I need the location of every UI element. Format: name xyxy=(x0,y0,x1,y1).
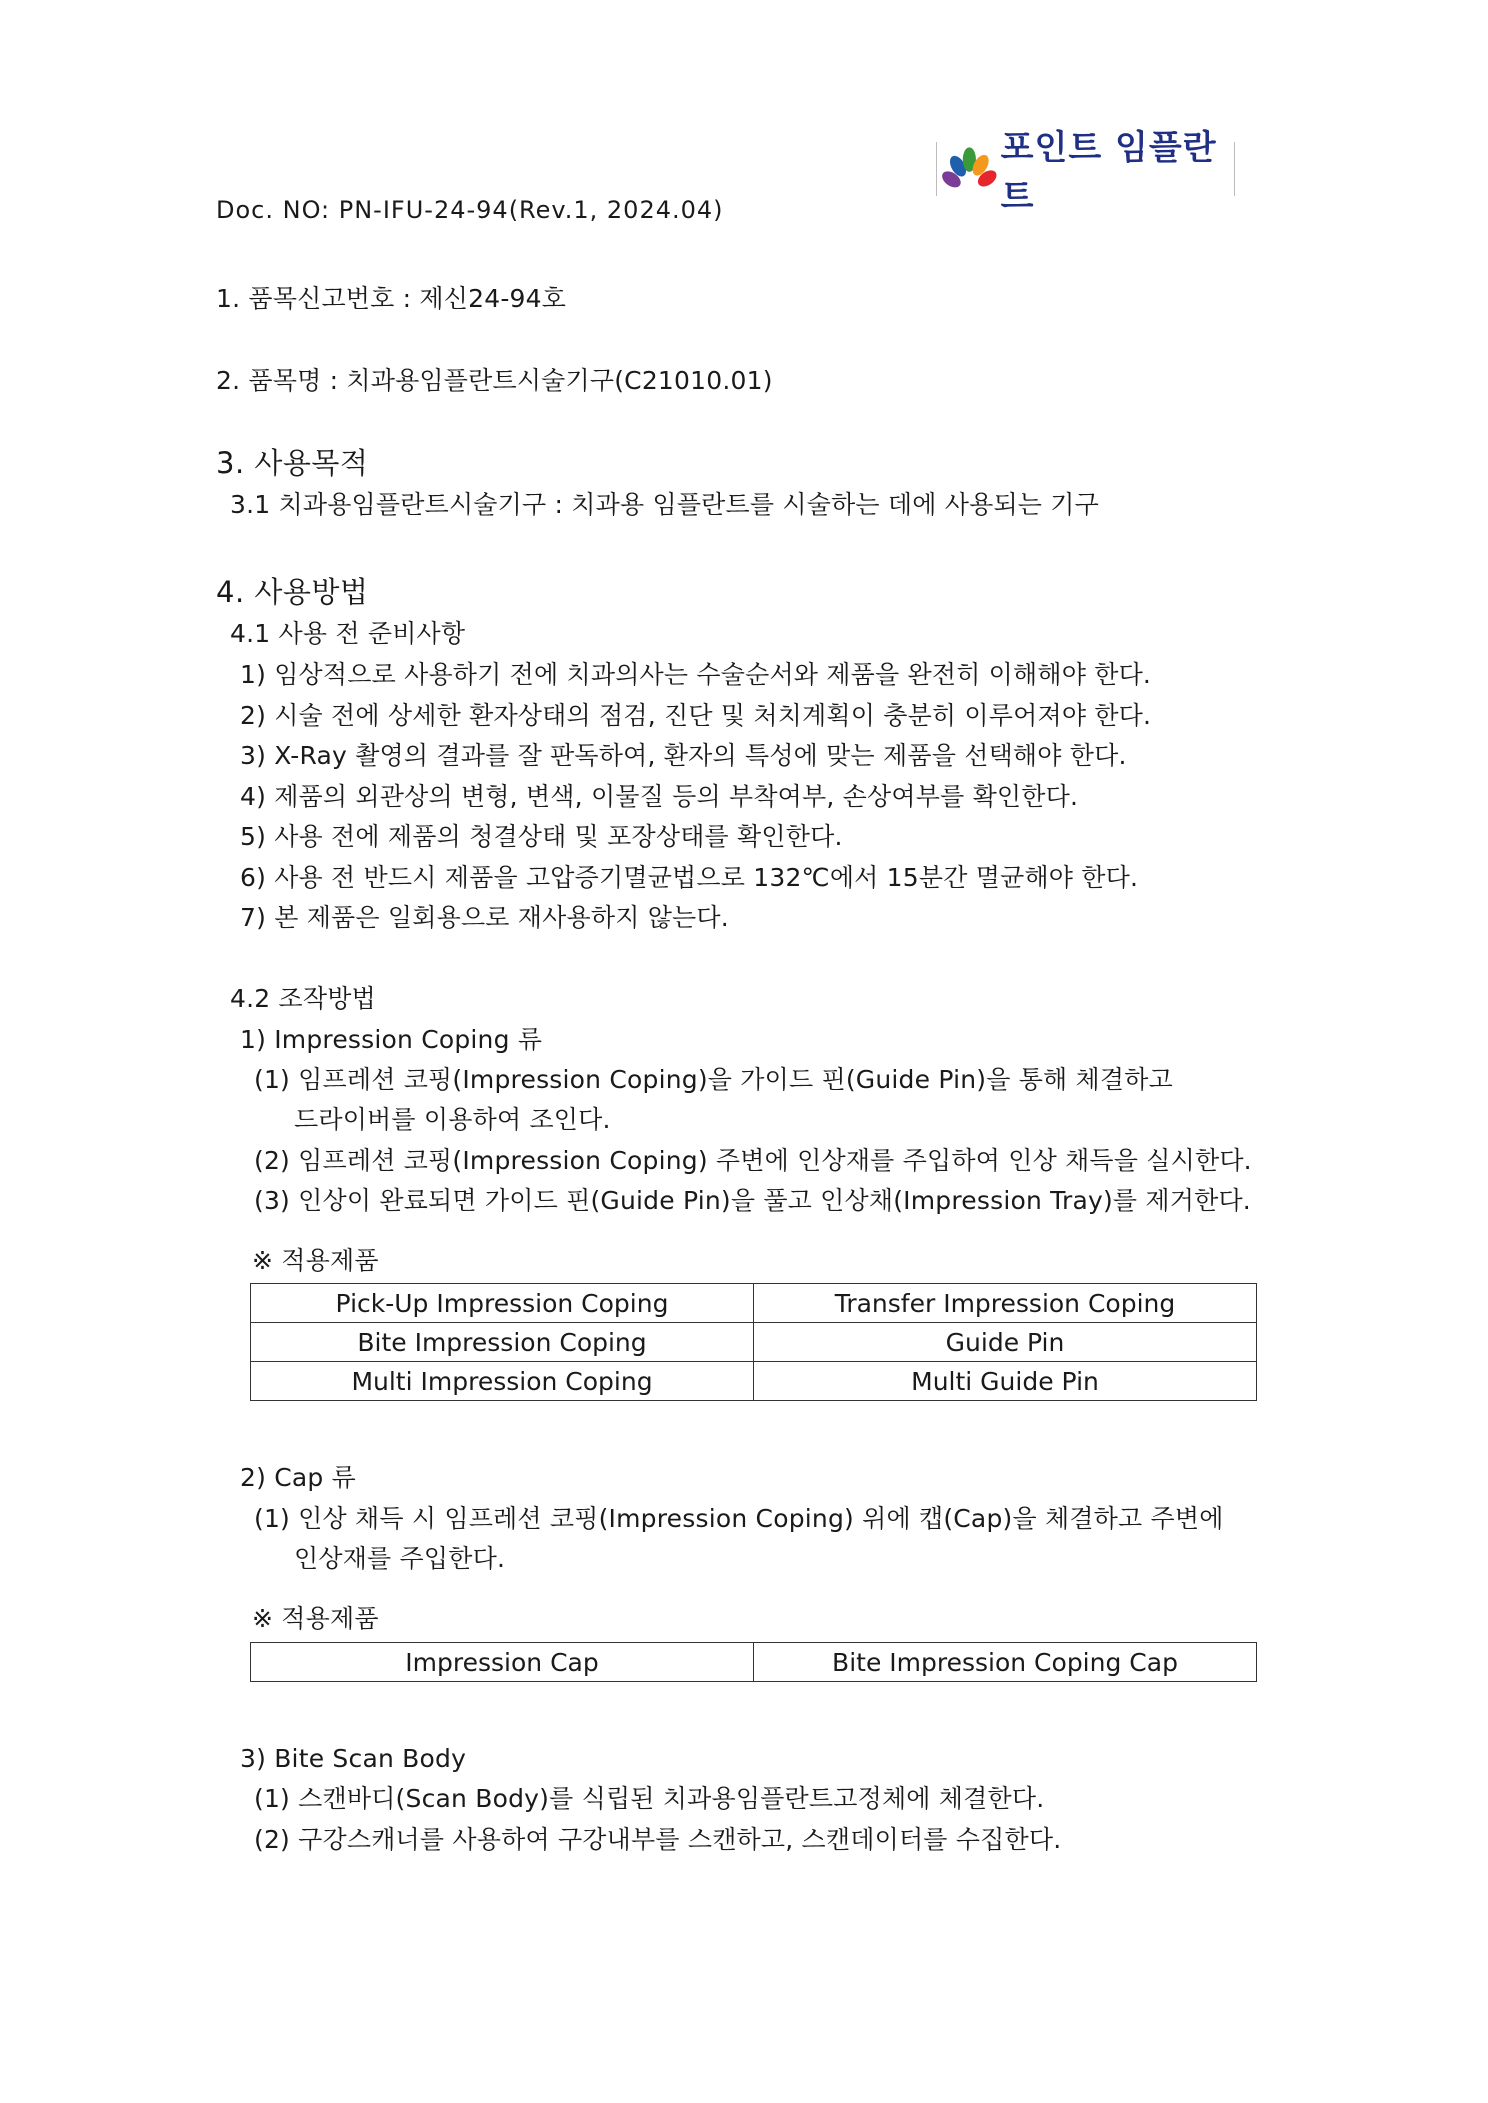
table-cell: Multi Impression Coping xyxy=(251,1362,754,1401)
scan-body-title: 3) Bite Scan Body xyxy=(240,1744,467,1773)
table-cell: Pick-Up Impression Coping xyxy=(251,1284,754,1323)
subsection-heading-operation: 4.2 조작방법 xyxy=(230,984,376,1013)
logo-divider-right xyxy=(1234,142,1235,196)
cap-step: (1) 인상 채득 시 임프레션 코핑(Impression Coping) 위에 캡(Cap)을 체결하고 주변에 xyxy=(254,1504,1224,1533)
prep-step: 6) 사용 전 반드시 제품을 고압증기멸균법으로 132℃에서 15분간 멸균해야 한다. xyxy=(240,863,1139,892)
table-cell: Bite Impression Coping xyxy=(251,1323,754,1362)
prep-step: 2) 시술 전에 상세한 환자상태의 점검, 진단 및 처치계획이 충분히 이루어져야 한다. xyxy=(240,701,1152,730)
applicable-products-table-coping xyxy=(250,1283,1257,1401)
document-number: Doc. NO: PN-IFU-24-94(Rev.1, 2024.04) xyxy=(216,196,724,224)
prep-step: 3) X-Ray 촬영의 결과를 잘 판독하여, 환자의 특성에 맞는 제품을 선택해야 한다. xyxy=(240,741,1127,770)
purpose-text: 3.1 치과용임플란트시술기구 : 치과용 임플란트를 시술하는 데에 사용되는 기구 xyxy=(230,490,1100,519)
table-cell: Transfer Impression Coping xyxy=(754,1284,1257,1323)
section-heading-usage: 4. 사용방법 xyxy=(216,575,369,609)
coping-step: (2) 임프레션 코핑(Impression Coping) 주변에 인상재를 주입하여 인상 채득을 실시한다. xyxy=(254,1146,1252,1175)
coping-step: (3) 인상이 완료되면 가이드 핀(Guide Pin)을 풀고 인상채(Impression Tray)를 제거한다. xyxy=(254,1186,1251,1215)
cap-step-continued: 인상재를 주입한다. xyxy=(294,1544,506,1573)
logo-text: 포인트 임플란트 xyxy=(1000,128,1217,217)
section-heading-purpose: 3. 사용목적 xyxy=(216,446,369,480)
table-row xyxy=(251,1284,1257,1323)
prep-step: 4) 제품의 외관상의 변형, 변색, 이물질 등의 부착여부, 손상여부를 확인한다. xyxy=(240,782,1079,811)
scan-body-step: (1) 스캔바디(Scan Body)를 식립된 치과용임플란트고정체에 체결한다. xyxy=(254,1784,1045,1813)
coping-title: 1) Impression Coping 류 xyxy=(240,1025,543,1054)
subsection-heading-preparation: 4.1 사용 전 준비사항 xyxy=(230,619,466,648)
logo-divider-left xyxy=(936,142,937,196)
item-registration-number: 1. 품목신고번호 : 제신24-94호 xyxy=(216,284,567,313)
item-product-name: 2. 품목명 : 치과용임플란트시술기구(C21010.01) xyxy=(216,366,773,395)
logo-petals-icon xyxy=(942,144,997,194)
table-cell: Impression Cap xyxy=(251,1643,754,1682)
applicable-products-label: ※ 적용제품 xyxy=(252,1604,379,1633)
coping-step: (1) 임프레션 코핑(Impression Coping)을 가이드 핀(Guide Pin)을 통해 체결하고 xyxy=(254,1065,1173,1094)
table-row xyxy=(251,1643,1257,1682)
table-cell: Guide Pin xyxy=(754,1323,1257,1362)
table-row xyxy=(251,1323,1257,1362)
prep-step: 7) 본 제품은 일회용으로 재사용하지 않는다. xyxy=(240,903,729,932)
applicable-products-table-cap xyxy=(250,1642,1257,1682)
prep-step: 5) 사용 전에 제품의 청결상태 및 포장상태를 확인한다. xyxy=(240,822,843,851)
table-row xyxy=(251,1362,1257,1401)
scan-body-step: (2) 구강스캐너를 사용하여 구강내부를 스캔하고, 스캔데이터를 수집한다. xyxy=(254,1825,1062,1854)
prep-step: 1) 임상적으로 사용하기 전에 치과의사는 수술순서와 제품을 완전히 이해해야 한다. xyxy=(240,660,1152,689)
applicable-products-label: ※ 적용제품 xyxy=(252,1246,379,1275)
table-cell: Bite Impression Coping Cap xyxy=(754,1643,1257,1682)
company-logo xyxy=(936,128,1236,217)
cap-title: 2) Cap 류 xyxy=(240,1463,356,1492)
table-cell: Multi Guide Pin xyxy=(754,1362,1257,1401)
coping-step-continued: 드라이버를 이용하여 조인다. xyxy=(294,1105,611,1134)
